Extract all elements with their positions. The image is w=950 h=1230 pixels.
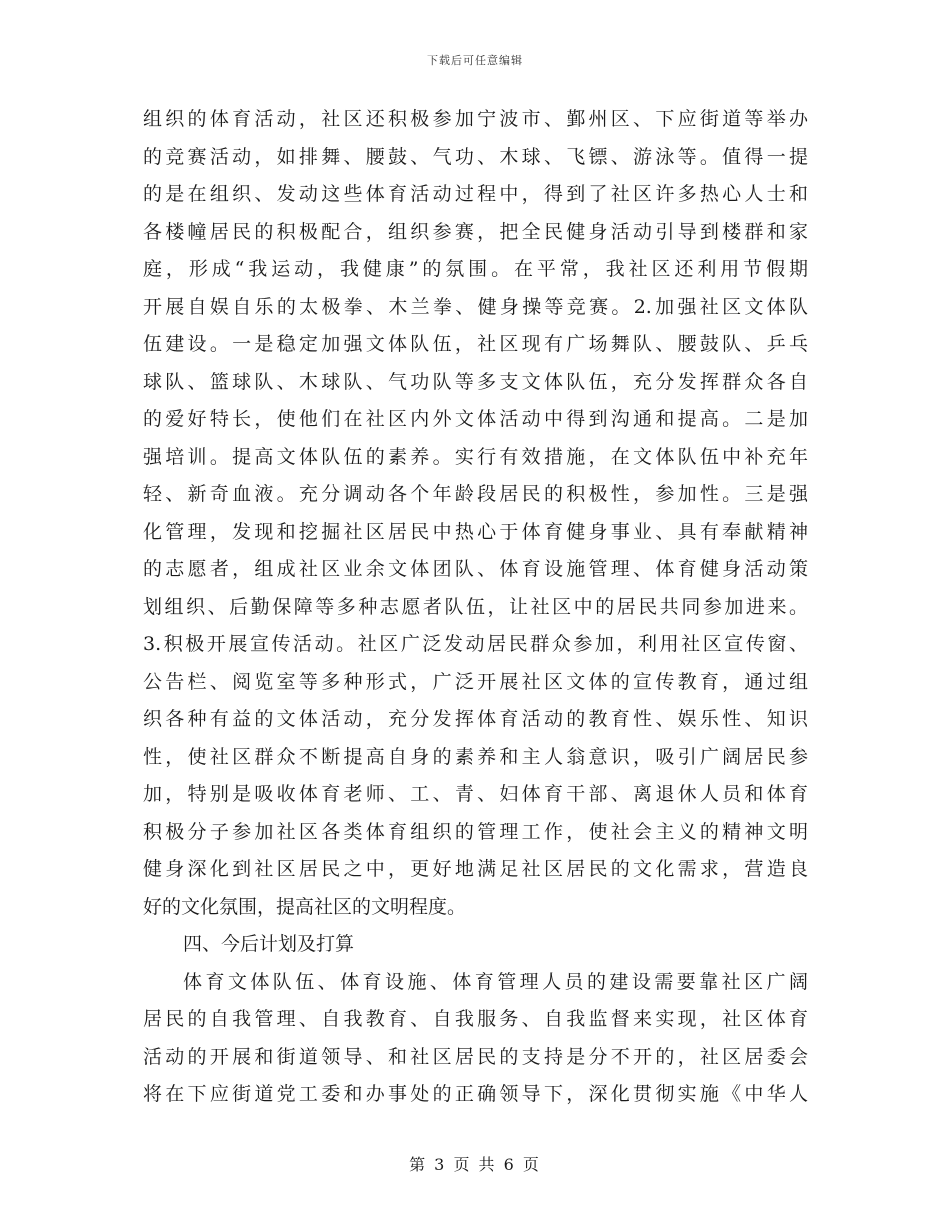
text-line: 的竞赛活动，如排舞、腰鼓、气功、木球、飞镖、游泳等。值得一提 <box>143 145 808 168</box>
text-line: 开展自娱自乐的太极拳、木兰拳、健身操等竞赛。2.加强社区文体队 <box>143 295 808 318</box>
text-line: 划组织、后勤保障等多种志愿者队伍，让社区中的居民共同参加进来。 <box>143 595 808 618</box>
text-line: 的爱好特长，使他们在社区内外文体活动中得到沟通和提高。二是加 <box>143 408 808 430</box>
text-line: 活动的开展和街道领导、和社区居民的支持是分不开的，社区居委会 <box>143 1045 808 1068</box>
text-line: 的志愿者，组成社区业余文体团队、体育设施管理、体育健身活动策 <box>143 558 808 580</box>
text-line: 积极分子参加社区各类体育组织的管理工作，使社会主义的精神文明 <box>143 820 808 843</box>
text-line: 织各种有益的文体活动，充分发挥体育活动的教育性、娱乐性、知识 <box>143 708 808 730</box>
text-line: 伍建设。一是稳定加强文体队伍，社区现有广场舞队、腰鼓队、乒乓 <box>143 333 808 355</box>
text-line: 轻、新奇血液。充分调动各个年龄段居民的积极性，参加性。三是强 <box>143 483 808 505</box>
section-heading: 四、今后计划及打算 <box>183 933 355 955</box>
text-line: 强培训。提高文体队伍的素养。实行有效措施，在文体队伍中补充年 <box>143 445 808 468</box>
text-line: 球队、篮球队、木球队、气功队等多支文体队伍，充分发挥群众各自 <box>143 370 808 393</box>
text-line: 组织的体育活动，社区还积极参加宁波市、鄞州区、下应街道等举办 <box>143 108 808 130</box>
text-line: 健身深化到社区居民之中，更好地满足社区居民的文化需求，营造良 <box>143 858 808 880</box>
text-line: 加，特别是吸收体育老师、工、青、妇体育干部、离退休人员和体育 <box>143 783 808 805</box>
text-line: 各楼幢居民的积极配合，组织参赛，把全民健身活动引导到楼群和家 <box>143 220 808 243</box>
page-header: 下载后可任意编辑 <box>427 54 523 67</box>
text-line: 居民的自我管理、自我教育、自我服务、自我监督来实现，社区体育 <box>143 1008 808 1030</box>
text-line: 将在下应街道党工委和办事处的正确领导下，深化贯彻实施《中华人 <box>143 1083 808 1105</box>
text-line: 化管理，发现和挖掘社区居民中热心于体育健身事业、具有奉献精神 <box>143 520 808 543</box>
text-line: 公告栏、阅览室等多种形式，广泛开展社区文体的宣传教育，通过组 <box>143 670 808 693</box>
text-line: 庭，形成“我运动，我健康”的氛围。在平常，我社区还利用节假期 <box>143 258 808 280</box>
text-line: 好的文化氛围，提高社区的文明程度。 <box>143 895 467 918</box>
page-number-footer: 第 3 页 共 6 页 <box>409 1155 541 1174</box>
text-line: 性，使社区群众不断提高自身的素养和主人翁意识，吸引广阔居民参 <box>143 745 808 768</box>
text-line: 的是在组织、发动这些体育活动过程中，得到了社区许多热心人士和 <box>143 183 808 205</box>
document-body <box>143 101 808 1114</box>
text-line: 体育文体队伍、体育设施、体育管理人员的建设需要靠社区广阔 <box>183 970 808 993</box>
text-line: 3.积极开展宣传活动。社区广泛发动居民群众参加，利用社区宣传窗、 <box>143 633 808 655</box>
